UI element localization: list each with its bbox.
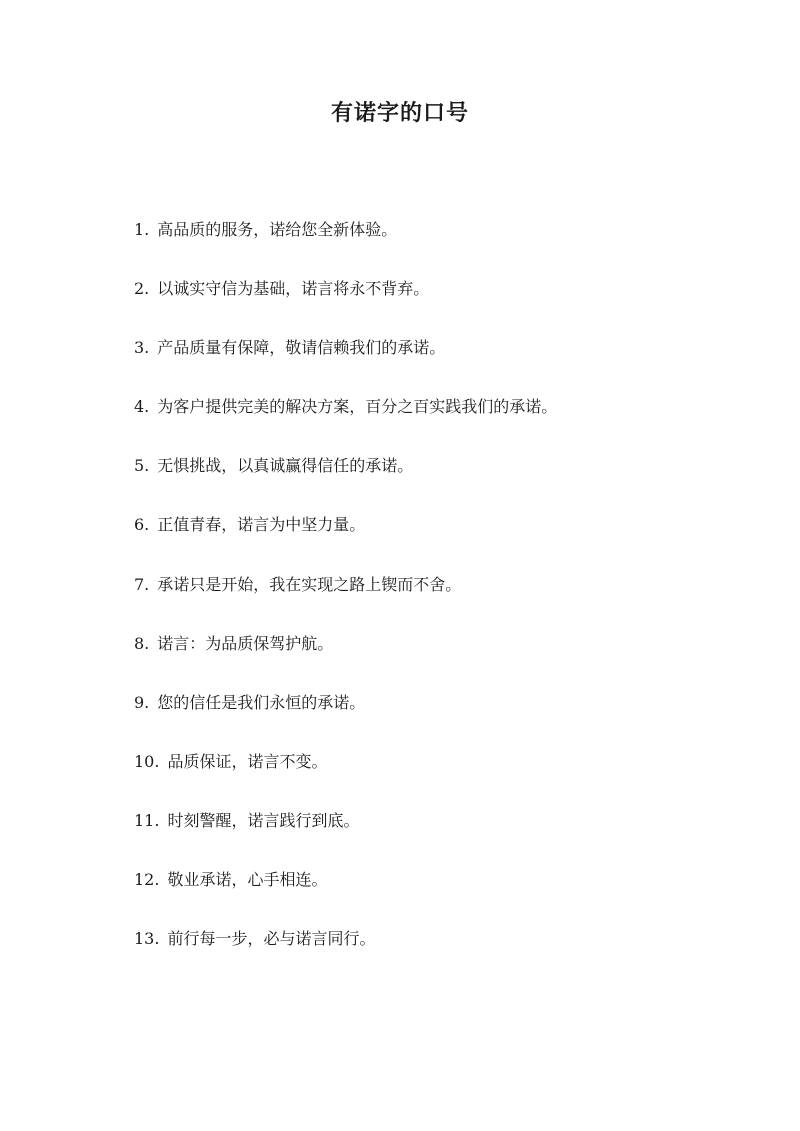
slogan-text: 您的信任是我们永恒的承诺。 <box>157 692 366 712</box>
slogan-item <box>134 215 754 274</box>
slogan-number: 11. <box>134 810 160 830</box>
slogan-number: 1. <box>134 220 150 239</box>
slogan-item <box>134 451 754 510</box>
slogan-item <box>134 333 754 392</box>
slogan-number: 2. <box>134 279 150 299</box>
slogan-text: 为客户提供完美的解决方案，百分之百实践我们的承诺。 <box>157 397 558 417</box>
slogan-text: 以诚实守信为基础，诺言将永不背弃。 <box>157 279 430 299</box>
slogan-number: 8. <box>134 633 150 653</box>
slogan-text: 正值青春，诺言为中坚力量。 <box>157 515 366 535</box>
slogan-number: 12. <box>134 870 160 890</box>
slogan-text: 产品质量有保障，敬请信赖我们的承诺。 <box>157 338 446 358</box>
slogan-text: 承诺只是开始，我在实现之路上锲而不舍。 <box>157 574 462 594</box>
slogan-item <box>134 865 754 924</box>
slogan-text: 诺言：为品质保驾护航。 <box>157 633 334 653</box>
slogan-number: 3. <box>134 338 150 358</box>
slogan-item <box>134 629 754 688</box>
slogan-number: 4. <box>134 397 150 417</box>
slogan-item <box>134 392 754 451</box>
slogan-number: 6. <box>134 515 150 535</box>
slogan-number: 5. <box>134 456 150 476</box>
slogan-item <box>134 924 754 983</box>
slogan-text: 无惧挑战，以真诚赢得信任的承诺。 <box>157 456 414 476</box>
slogan-number: 7. <box>134 574 150 594</box>
slogan-number: 9. <box>134 692 150 712</box>
slogan-text: 前行每一步，必与诺言同行。 <box>167 929 376 949</box>
slogan-item <box>134 806 754 865</box>
slogan-text: 高品质的服务，诺给您全新体验。 <box>157 220 398 239</box>
slogan-item <box>134 570 754 629</box>
slogan-number: 13. <box>134 929 160 949</box>
page-title: 有诺字的口号 <box>330 100 469 126</box>
slogan-text: 敬业承诺，心手相连。 <box>167 870 328 890</box>
slogan-text: 时刻警醒，诺言践行到底。 <box>167 810 360 830</box>
slogan-text: 品质保证，诺言不变。 <box>167 751 328 771</box>
slogan-list <box>134 215 754 983</box>
slogan-item <box>134 274 754 333</box>
slogan-number: 10. <box>134 751 160 771</box>
slogan-item <box>134 688 754 747</box>
slogan-item <box>134 510 754 569</box>
slogan-item <box>134 747 754 806</box>
